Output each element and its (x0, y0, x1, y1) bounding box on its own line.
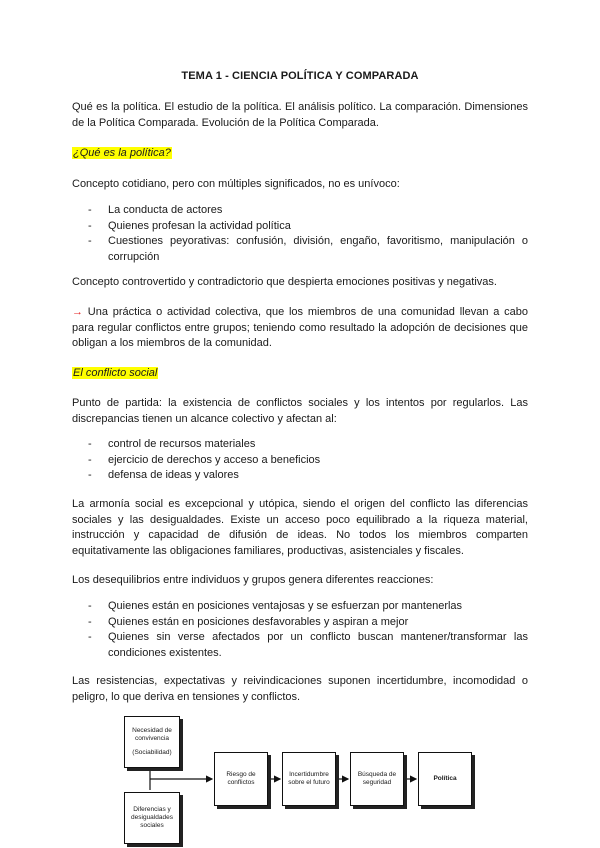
box-politica (418, 752, 472, 806)
section1-paragraph-3 (72, 305, 528, 352)
box-busqueda-seguridad (350, 752, 404, 806)
list-item: - Cuestiones peyorativas: confusión, división, engaño, favoritismo, manipulación o corrupción (88, 234, 528, 265)
list-item: - La conducta de actores (88, 203, 528, 219)
highlighted-heading: El conflicto social (73, 367, 158, 379)
section2-list-2 (88, 599, 528, 661)
box-label: Búsqueda de seguridad (357, 771, 397, 786)
list-item: - Quienes profesan la actividad política (88, 219, 528, 235)
box-label: Incertidumbre sobre el futuro (288, 771, 330, 786)
section-heading-politica (72, 146, 528, 162)
box-riesgo-conflictos (214, 752, 268, 806)
box-label: Política (433, 775, 457, 782)
section2-paragraph-2: La armonía social es excepcional y utópica, siendo el origen del conflicto las diferencias sociales y las desigualdades. Existe un acceso poco equilibrado a la riqueza material, instrucción y capacidad de difusión de ideas. No todos los miembros comparten equitativamente las obligaciones familiares, productivas, asistenciales y fiscales. (72, 498, 528, 557)
box-label: Diferencias y desigualdades sociales (131, 806, 173, 829)
section1-paragraph-1: Concepto cotidiano, pero con múltiples significados, no es unívoco: (72, 178, 400, 190)
arrow-icon: → (72, 306, 83, 318)
highlighted-heading: ¿Qué es la política? (73, 147, 171, 159)
section2-list-1 (88, 437, 528, 484)
page-title: TEMA 1 - CIENCIA POLÍTICA Y COMPARADA (181, 70, 419, 82)
box-label: Necesidad de convivencia (132, 727, 172, 742)
section1-paragraph-2: Concepto controvertido y contradictorio que despierta emociones positivas y negativas. (72, 276, 497, 288)
list-item: - Quienes están en posiciones desfavorables y aspiran a mejor (88, 615, 528, 631)
section1-list (88, 203, 528, 265)
box-diferencias-desigualdades (124, 792, 180, 844)
section2-paragraph-4: Las resistencias, expectativas y reivindicaciones suponen incertidumbre, incomodidad o peligro, lo que deriva en tensiones y conflictos. (72, 675, 528, 703)
list-item: - Quienes están en posiciones ventajosas y se esfuerzan por mantenerlas (88, 599, 528, 615)
box-necesidad-convivencia (124, 716, 180, 768)
list-item: - control de recursos materiales (88, 437, 528, 453)
box-label: Riesgo de conflictos (226, 771, 256, 786)
list-item: - defensa de ideas y valores (88, 468, 528, 484)
section2-paragraph-3: Los desequilibrios entre individuos y grupos genera diferentes reacciones: (72, 574, 434, 586)
list-item: - Quienes sin verse afectados por un conflicto buscan mantener/transformar las condiciones existentes. (88, 630, 528, 661)
list-item: - ejercicio de derechos y acceso a beneficios (88, 453, 528, 469)
intro-paragraph: Qué es la política. El estudio de la política. El análisis político. La comparación. Dimensiones de la Política Comparada. Evolución de la Política Comparada. (72, 101, 528, 129)
box-label: (Sociabilidad) (132, 749, 172, 756)
section-heading-conflicto (72, 366, 528, 382)
definition-text: Una práctica o actividad colectiva, que los miembros de una comunidad llevan a cabo para regular conflictos entre grupos; teniendo como resultado la adopción de decisiones que obligan a los miembros de la comunidad. (72, 306, 528, 349)
section2-paragraph-1: Punto de partida: la existencia de conflictos sociales y los intentos por regularlos. Las discrepancias tienen un alcance colectivo y afectan al: (72, 397, 528, 425)
box-incertidumbre (282, 752, 336, 806)
